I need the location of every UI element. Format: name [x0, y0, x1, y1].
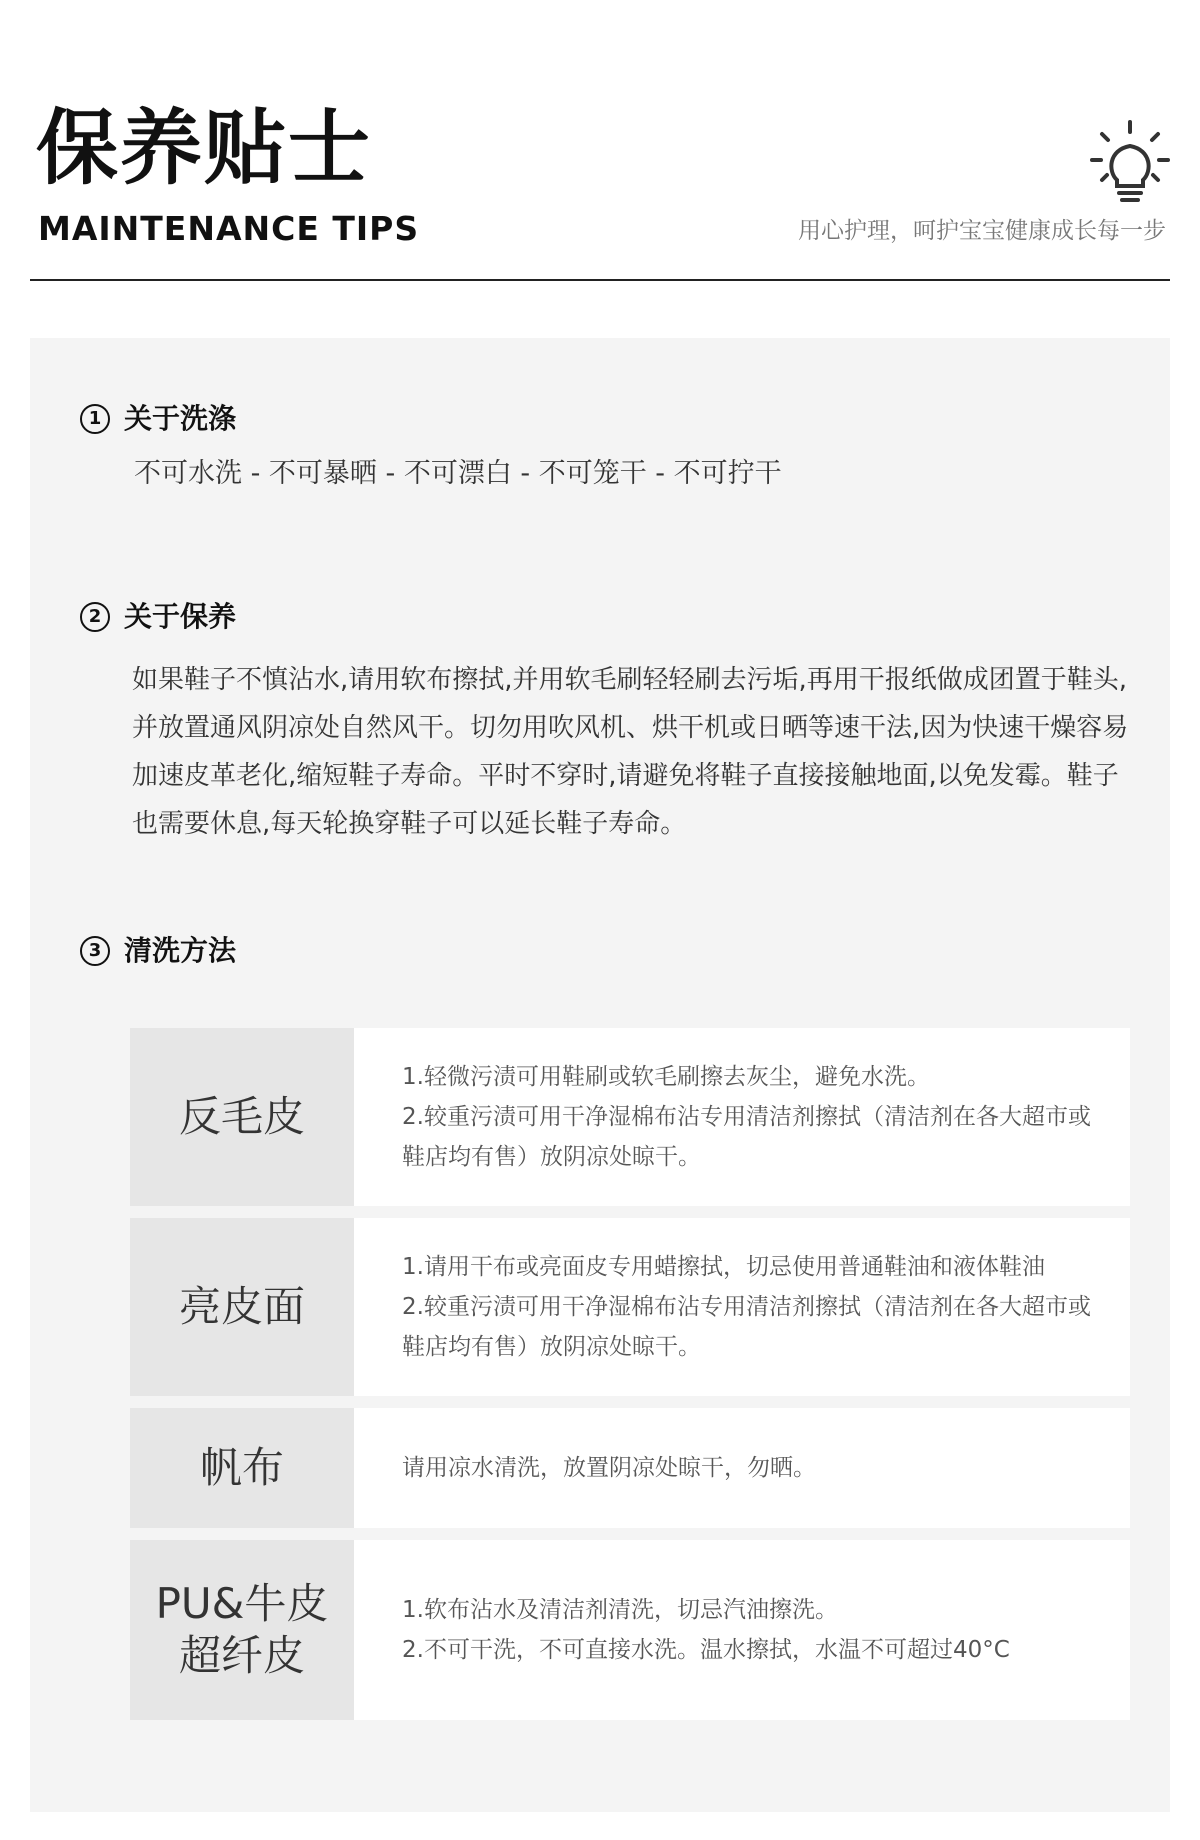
- section-cleaning-heading: [80, 936, 236, 966]
- method-line: 1.请用干布或亮面皮专用蜡擦拭，切忌使用普通鞋油和液体鞋油: [402, 1254, 1045, 1280]
- section-title: 关于洗涤: [124, 402, 237, 435]
- section-care-heading: [80, 602, 236, 632]
- method-row: [130, 1218, 1130, 1396]
- cleaning-methods-table: [130, 1028, 1130, 1732]
- section-title: 关于保养: [124, 600, 237, 633]
- material-label: [130, 1540, 354, 1720]
- method-line: 请用凉水清洗，放置阴凉处晾干，勿晒。: [402, 1455, 816, 1481]
- material-label: 帆布: [130, 1408, 354, 1528]
- method-body: [354, 1028, 1130, 1206]
- care-paragraph: 如果鞋子不慎沾水,请用软布擦拭,并用软毛刷轻轻刷去污垢,再用干报纸做成团置于鞋头,并放置通风阴凉处自然风干。切勿用吹风机、烘干机或日晒等速干法,因为快速干燥容易加速皮革老化,缩短鞋子寿命。平时不穿时,请避免将鞋子直接接触地面,以免发霉。鞋子也需要休息,每天轮换穿鞋子可以延长鞋子寿命。: [132, 665, 1129, 839]
- material-label: 亮皮面: [130, 1218, 354, 1396]
- slogan: 用心护理，呵护宝宝健康成长每一步: [798, 218, 1166, 244]
- method-line: 2.不可干洗，不可直接水洗。温水擦拭，水温不可超过40°C: [402, 1637, 1010, 1663]
- method-body: [354, 1218, 1130, 1396]
- section-number: 2: [80, 602, 110, 632]
- page-header: [0, 0, 1200, 290]
- tips-panel: [30, 338, 1170, 1812]
- method-row: [130, 1408, 1130, 1528]
- method-row: [130, 1540, 1130, 1720]
- section-number: 1: [80, 404, 110, 434]
- method-body: [354, 1540, 1130, 1720]
- header-divider: [30, 279, 1170, 281]
- method-line: 1.轻微污渍可用鞋刷或软毛刷擦去灰尘，避免水洗。: [402, 1064, 930, 1090]
- material-label: 反毛皮: [130, 1028, 354, 1206]
- page-subtitle-en: MAINTENANCE TIPS: [38, 209, 420, 248]
- method-row: [130, 1028, 1130, 1206]
- method-body: [354, 1408, 1130, 1528]
- section-title: 清洗方法: [124, 934, 237, 967]
- section-wash-heading: [80, 404, 236, 434]
- material-label-line: 超纤皮: [178, 1631, 305, 1680]
- page-title: 保养贴士: [36, 101, 373, 196]
- method-line: 2.较重污渍可用干净湿棉布沾专用清洁剂擦拭（清洁剂在各大超市或鞋店均有售）放阴凉处晾干。: [402, 1104, 1091, 1170]
- material-label-line: PU&牛皮: [155, 1578, 329, 1628]
- method-line: 1.软布沾水及清洁剂清洗，切忌汽油擦洗。: [402, 1597, 838, 1623]
- section-number: 3: [80, 936, 110, 966]
- lightbulb-icon: [1088, 118, 1172, 206]
- wash-rules: 不可水洗 - 不可暴晒 - 不可漂白 - 不可笼干 - 不可拧干: [134, 458, 782, 489]
- method-line: 2.较重污渍可用干净湿棉布沾专用清洁剂擦拭（清洁剂在各大超市或鞋店均有售）放阴凉处晾干。: [402, 1294, 1091, 1360]
